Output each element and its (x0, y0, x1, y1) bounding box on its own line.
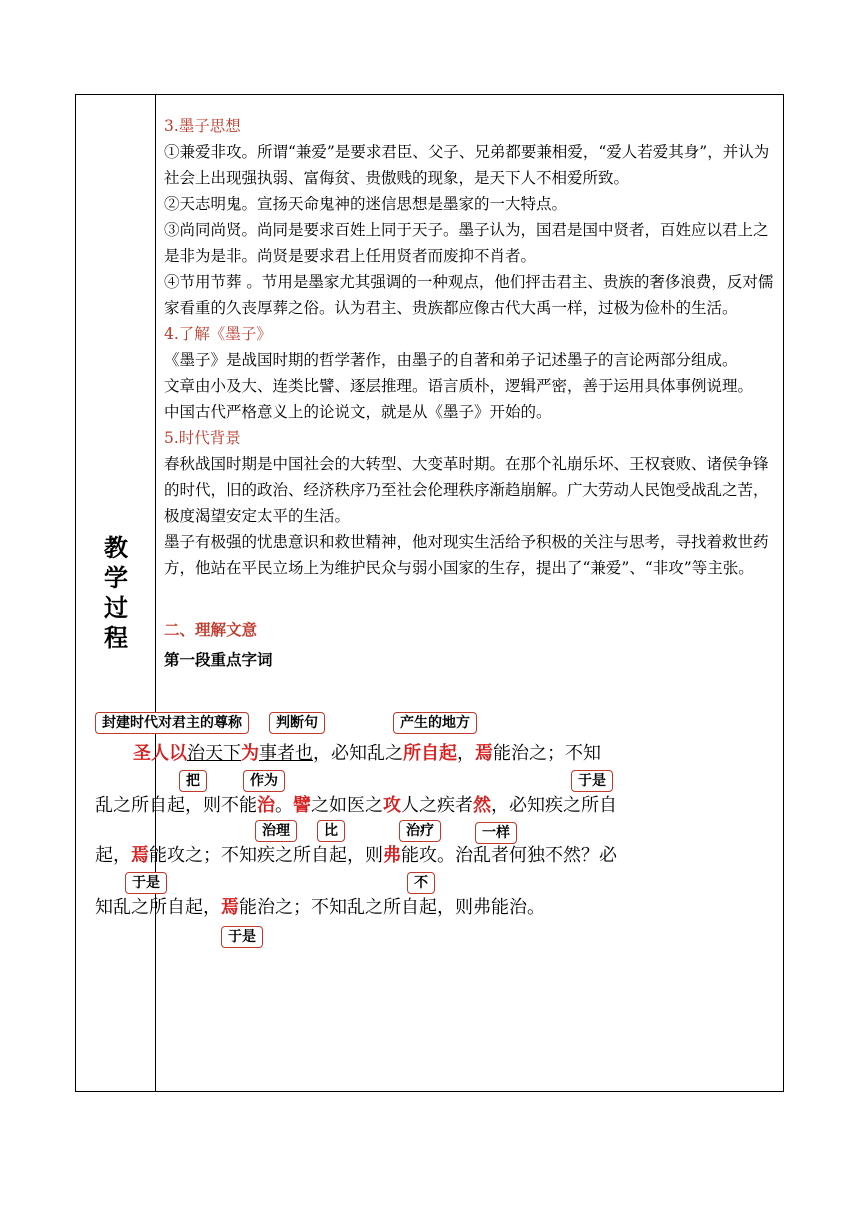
classical-line-4 (95, 896, 545, 920)
annotation-tag: 治理 (255, 820, 297, 842)
annotation-tag: 比 (317, 820, 345, 842)
annotation-tag: 治疗 (399, 820, 441, 842)
text-run: ， (457, 743, 475, 764)
section3-p1: ①兼爱非攻。所谓“兼爱”是要求君臣、父子、兄弟都要兼相爱，“爱人若爱其身”，并认为社会上出现强执弱、富侮贫、贵傲贱的现象，是天下人不相爱所致。 (164, 143, 770, 187)
annotated-text-figure (95, 710, 695, 970)
highlight-word: 弗 (383, 845, 401, 866)
content-cell (164, 113, 778, 673)
section3-title: 3.墨子思想 (164, 117, 241, 135)
highlight-word: 譬 (293, 795, 311, 816)
highlight-word: 治 (257, 795, 275, 816)
section5-title: 5.时代背景 (164, 429, 241, 447)
annotation-tag: 把 (179, 770, 207, 792)
annotation-tag: 判断句 (269, 712, 325, 734)
annotation-tag: 于是 (125, 872, 167, 894)
highlight-word: 焉 (475, 743, 493, 764)
highlight-word: 攻 (383, 795, 401, 816)
section3-p4: ④节用节葬 。节用是墨家尤其强调的一种观点，他们抨击君主、贵族的奢侈浪费，反对儒家看重的久丧厚葬之俗。认为君主、贵族都应像古代大禹一样，过极为俭朴的生活。 (164, 273, 774, 317)
part2-subtitle: 第一段重点字词 (164, 651, 273, 669)
part2-title: 二、理解文意 (164, 621, 258, 639)
section4-p1: 《墨子》是战国时期的哲学著作，由墨子的自著和弟子记述墨子的言论两部分组成。 (164, 351, 738, 369)
annotation-tag: 于是 (571, 770, 613, 792)
section4-p3: 中国古代严格意义上的论说文，就是从《墨子》开始的。 (164, 403, 552, 421)
text-run: 能治之；不知 (493, 743, 601, 764)
section4-title: 4.了解《墨子》 (164, 325, 272, 343)
label-char: 程 (104, 624, 128, 652)
highlight-word: 焉 (221, 897, 239, 918)
text-run: 能攻之；不知疾之所自起，则 (149, 845, 383, 866)
label-char: 学 (104, 564, 128, 592)
classical-line-3 (95, 844, 617, 868)
teaching-process-label (76, 533, 156, 653)
text-run: ，必知乱之 (313, 743, 403, 764)
text-run: 起， (95, 845, 131, 866)
highlight-word: 所自起 (403, 743, 457, 764)
text-run: 。 (275, 795, 293, 816)
highlight-word: 为 (241, 743, 259, 764)
underlined-text: 事者也 (259, 743, 313, 764)
annotation-tag: 不 (407, 872, 435, 894)
annotation-tag: 于是 (221, 926, 263, 948)
highlight-word: 圣人以 (133, 743, 187, 764)
text-run: 能治之；不知乱之所自起，则弗能治。 (239, 897, 545, 918)
annotation-tag: 一样 (475, 822, 517, 844)
label-char: 过 (104, 594, 128, 622)
text-run: 之如医之 (311, 795, 383, 816)
section3-p3: ③尚同尚贤。尚同是要求百姓上同于天子。墨子认为，国君是国中贤者，百姓应以君上之是非为是非。尚贤是要求君上任用贤者而废抑不肖者。 (164, 221, 769, 265)
classical-line-1 (133, 742, 601, 766)
text-run: 能攻。治乱者何独不然？必 (401, 845, 617, 866)
text-run: 知乱之所自起， (95, 897, 221, 918)
spacer (164, 581, 778, 617)
section5-p1: 春秋战国时期是中国社会的大转型、大变革时期。在那个礼崩乐坏、王权衰败、诸侯争锋的时代，旧的政治、经济秩序乃至社会伦理秩序渐趋崩解。广大劳动人民饱受战乱之苦，极度渴望安定太平的生活。 (164, 455, 769, 525)
label-char: 教 (104, 534, 128, 562)
section4-p2: 文章由小及大、连类比譬、逐层推理。语言质朴，逻辑严密，善于运用具体事例说理。 (164, 377, 754, 395)
section3-p2: ②天志明鬼。宣扬天命鬼神的迷信思想是墨家的一大特点。 (164, 195, 568, 213)
classical-line-2 (95, 794, 617, 818)
underlined-text: 治天下 (187, 743, 241, 764)
text-run: 乱之所自起，则不能 (95, 795, 257, 816)
text-run: 人之疾者 (401, 795, 473, 816)
annotation-tag: 作为 (243, 770, 285, 792)
highlight-word: 然 (473, 795, 491, 816)
text-run: ，必知疾之所自 (491, 795, 617, 816)
annotation-tag: 封建时代对君主的尊称 (95, 712, 249, 734)
section5-p2: 墨子有极强的忧患意识和救世精神，他对现实生活给予积极的关注与思考，寻找着救世药方，他站在平民立场上为维护民众与弱小国家的生存，提出了“兼爱”、“非攻”等主张。 (164, 533, 769, 577)
annotation-tag: 产生的地方 (393, 712, 477, 734)
highlight-word: 焉 (131, 845, 149, 866)
